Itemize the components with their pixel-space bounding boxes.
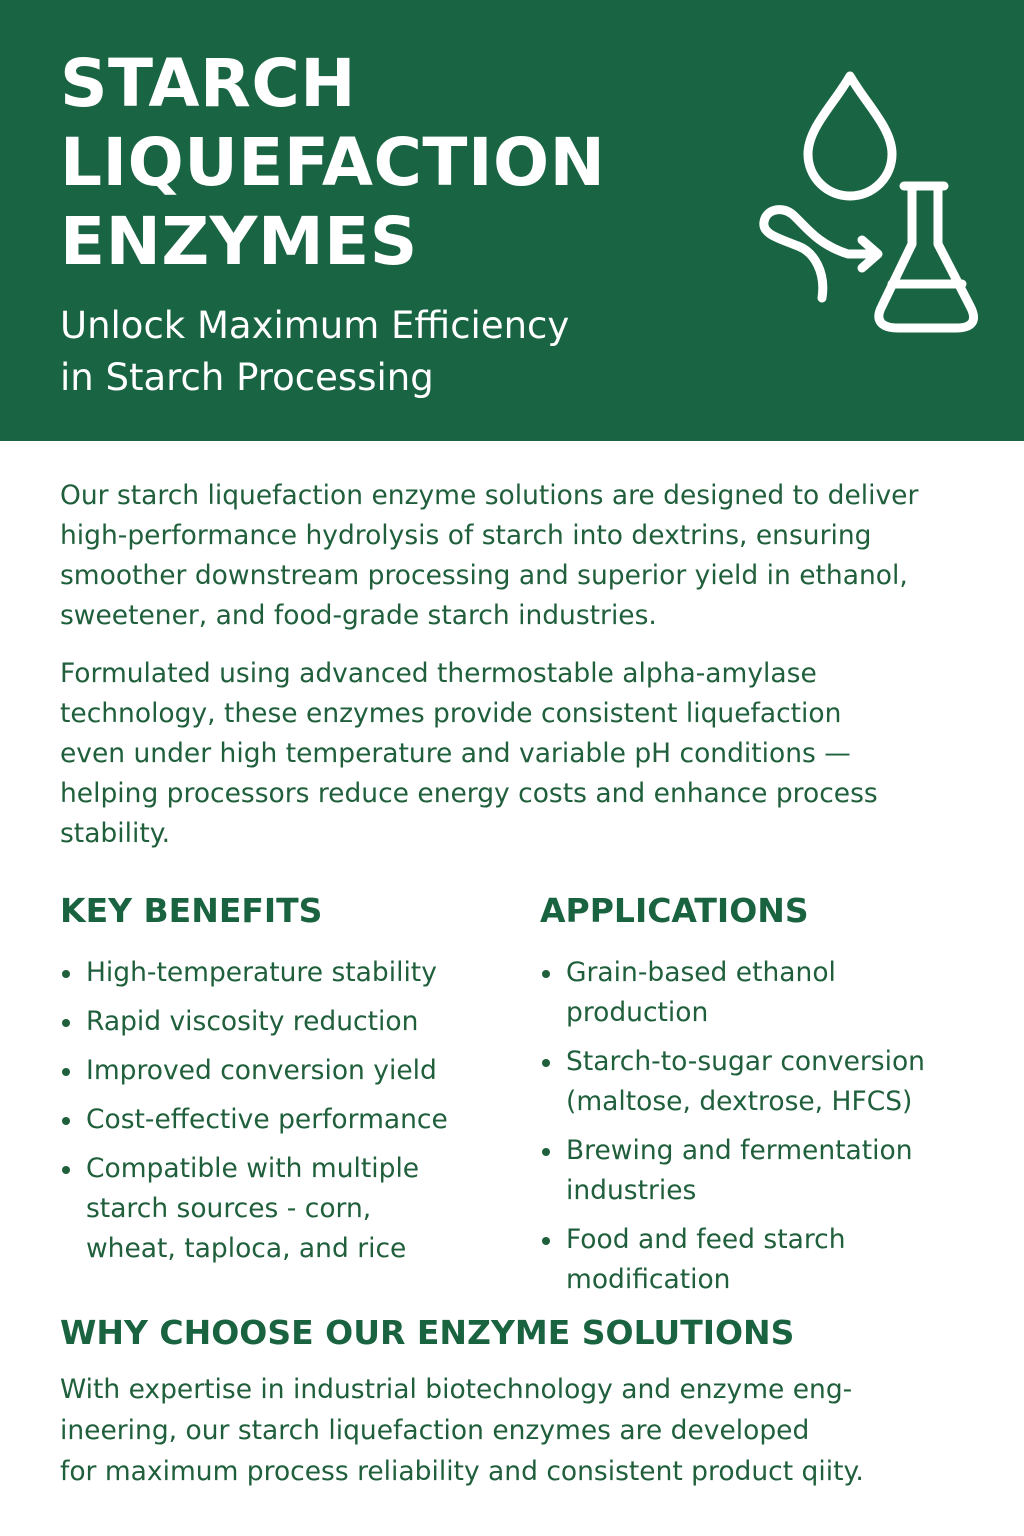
text-line: Compatible with multiple — [86, 1153, 420, 1184]
bullet-icon — [542, 1148, 550, 1156]
list-item — [60, 1002, 510, 1042]
list-item — [60, 953, 510, 993]
subtitle-line: in Starch Processing — [60, 356, 434, 399]
text-line: smoother downstream processing and superior yield in ethanol, — [60, 560, 908, 591]
why-choose-section — [60, 1313, 990, 1492]
applications-list — [540, 953, 990, 1300]
bullet-icon — [62, 1019, 70, 1027]
bullet-icon — [62, 970, 70, 978]
bullet-icon — [62, 1117, 70, 1125]
title-line: STARCH — [60, 45, 357, 122]
text-line: High-temperature stability — [86, 957, 437, 988]
text-line: sweetener, and food-grade starch industries. — [60, 600, 657, 631]
text-line: Formulated using advanced thermostable alpha-amylase — [60, 658, 817, 689]
curved-arrow-icon — [764, 210, 876, 298]
droplet-to-flask-icon — [752, 66, 982, 342]
text-line: Improved conversion yield — [86, 1055, 437, 1086]
list-item — [60, 1100, 510, 1140]
page-subtitle — [60, 300, 569, 404]
list-item — [540, 953, 990, 1033]
applications-section — [540, 891, 990, 1309]
list-item — [540, 1131, 990, 1211]
bullet-icon — [542, 1237, 550, 1245]
text-line: technology, these enzymes provide consistent liquefaction — [60, 698, 842, 729]
intro-paragraph — [60, 476, 990, 636]
text-line: Cost-effective performance — [86, 1104, 448, 1135]
text-line: Grain-based ethanol — [566, 957, 836, 988]
list-item — [60, 1051, 510, 1091]
key-benefits-heading: KEY BENEFITS — [60, 891, 323, 930]
list-item — [540, 1042, 990, 1122]
text-line: wheat, taploca, and rice — [86, 1233, 407, 1264]
text-line: starch sources - corn, — [86, 1193, 372, 1224]
text-line: modification — [566, 1264, 731, 1295]
title-line: LIQUEFACTION — [60, 124, 606, 201]
bullet-icon — [542, 1059, 550, 1067]
list-item — [540, 1220, 990, 1300]
text-line: stability. — [60, 818, 171, 849]
text-line: high-performance hydrolysis of starch into dextrins, ensuring — [60, 520, 872, 551]
subtitle-line: Unlock Maximum Efficiency — [60, 304, 570, 347]
intro-paragraph — [60, 654, 990, 854]
text-line: production — [566, 997, 709, 1028]
why-choose-heading: WHY CHOOSE OUR ENZYME SOLUTIONS — [60, 1313, 795, 1352]
flask-icon — [879, 186, 974, 328]
header-banner — [0, 0, 1024, 441]
text-line: Starch-to-sugar conversion — [566, 1046, 925, 1077]
bullet-icon — [542, 970, 550, 978]
text-line: ineering, our starch liquefaction enzymes are developed — [60, 1415, 810, 1446]
text-line: for maximum process reliability and consistent product qiity. — [60, 1456, 864, 1487]
applications-heading: APPLICATIONS — [540, 891, 809, 930]
bullet-icon — [62, 1068, 70, 1076]
title-line: ENZYMES — [60, 203, 418, 280]
text-line: Food and feed starch — [566, 1224, 846, 1255]
text-line: Brewing and fermentation — [566, 1135, 913, 1166]
text-line: Rapid viscosity reduction — [86, 1006, 419, 1037]
droplet-icon — [808, 76, 892, 196]
benefits-list — [60, 953, 510, 1269]
page-title — [60, 44, 605, 281]
intro-section — [60, 476, 990, 872]
text-line: helping processors reduce energy costs and enhance process — [60, 778, 878, 809]
text-line: (maltose, dextrose, HFCS) — [566, 1086, 913, 1117]
why-choose-paragraph — [60, 1369, 990, 1492]
text-line: even under high temperature and variable pH conditions — — [60, 738, 851, 769]
list-item — [60, 1149, 510, 1269]
text-line: industries — [566, 1175, 697, 1206]
text-line: Our starch liquefaction enzyme solutions are designed to deliver — [60, 480, 919, 511]
key-benefits-section — [60, 891, 510, 1278]
bullet-icon — [62, 1166, 70, 1174]
text-line: With expertise in industrial biotechnology and enzyme eng- — [60, 1374, 853, 1405]
